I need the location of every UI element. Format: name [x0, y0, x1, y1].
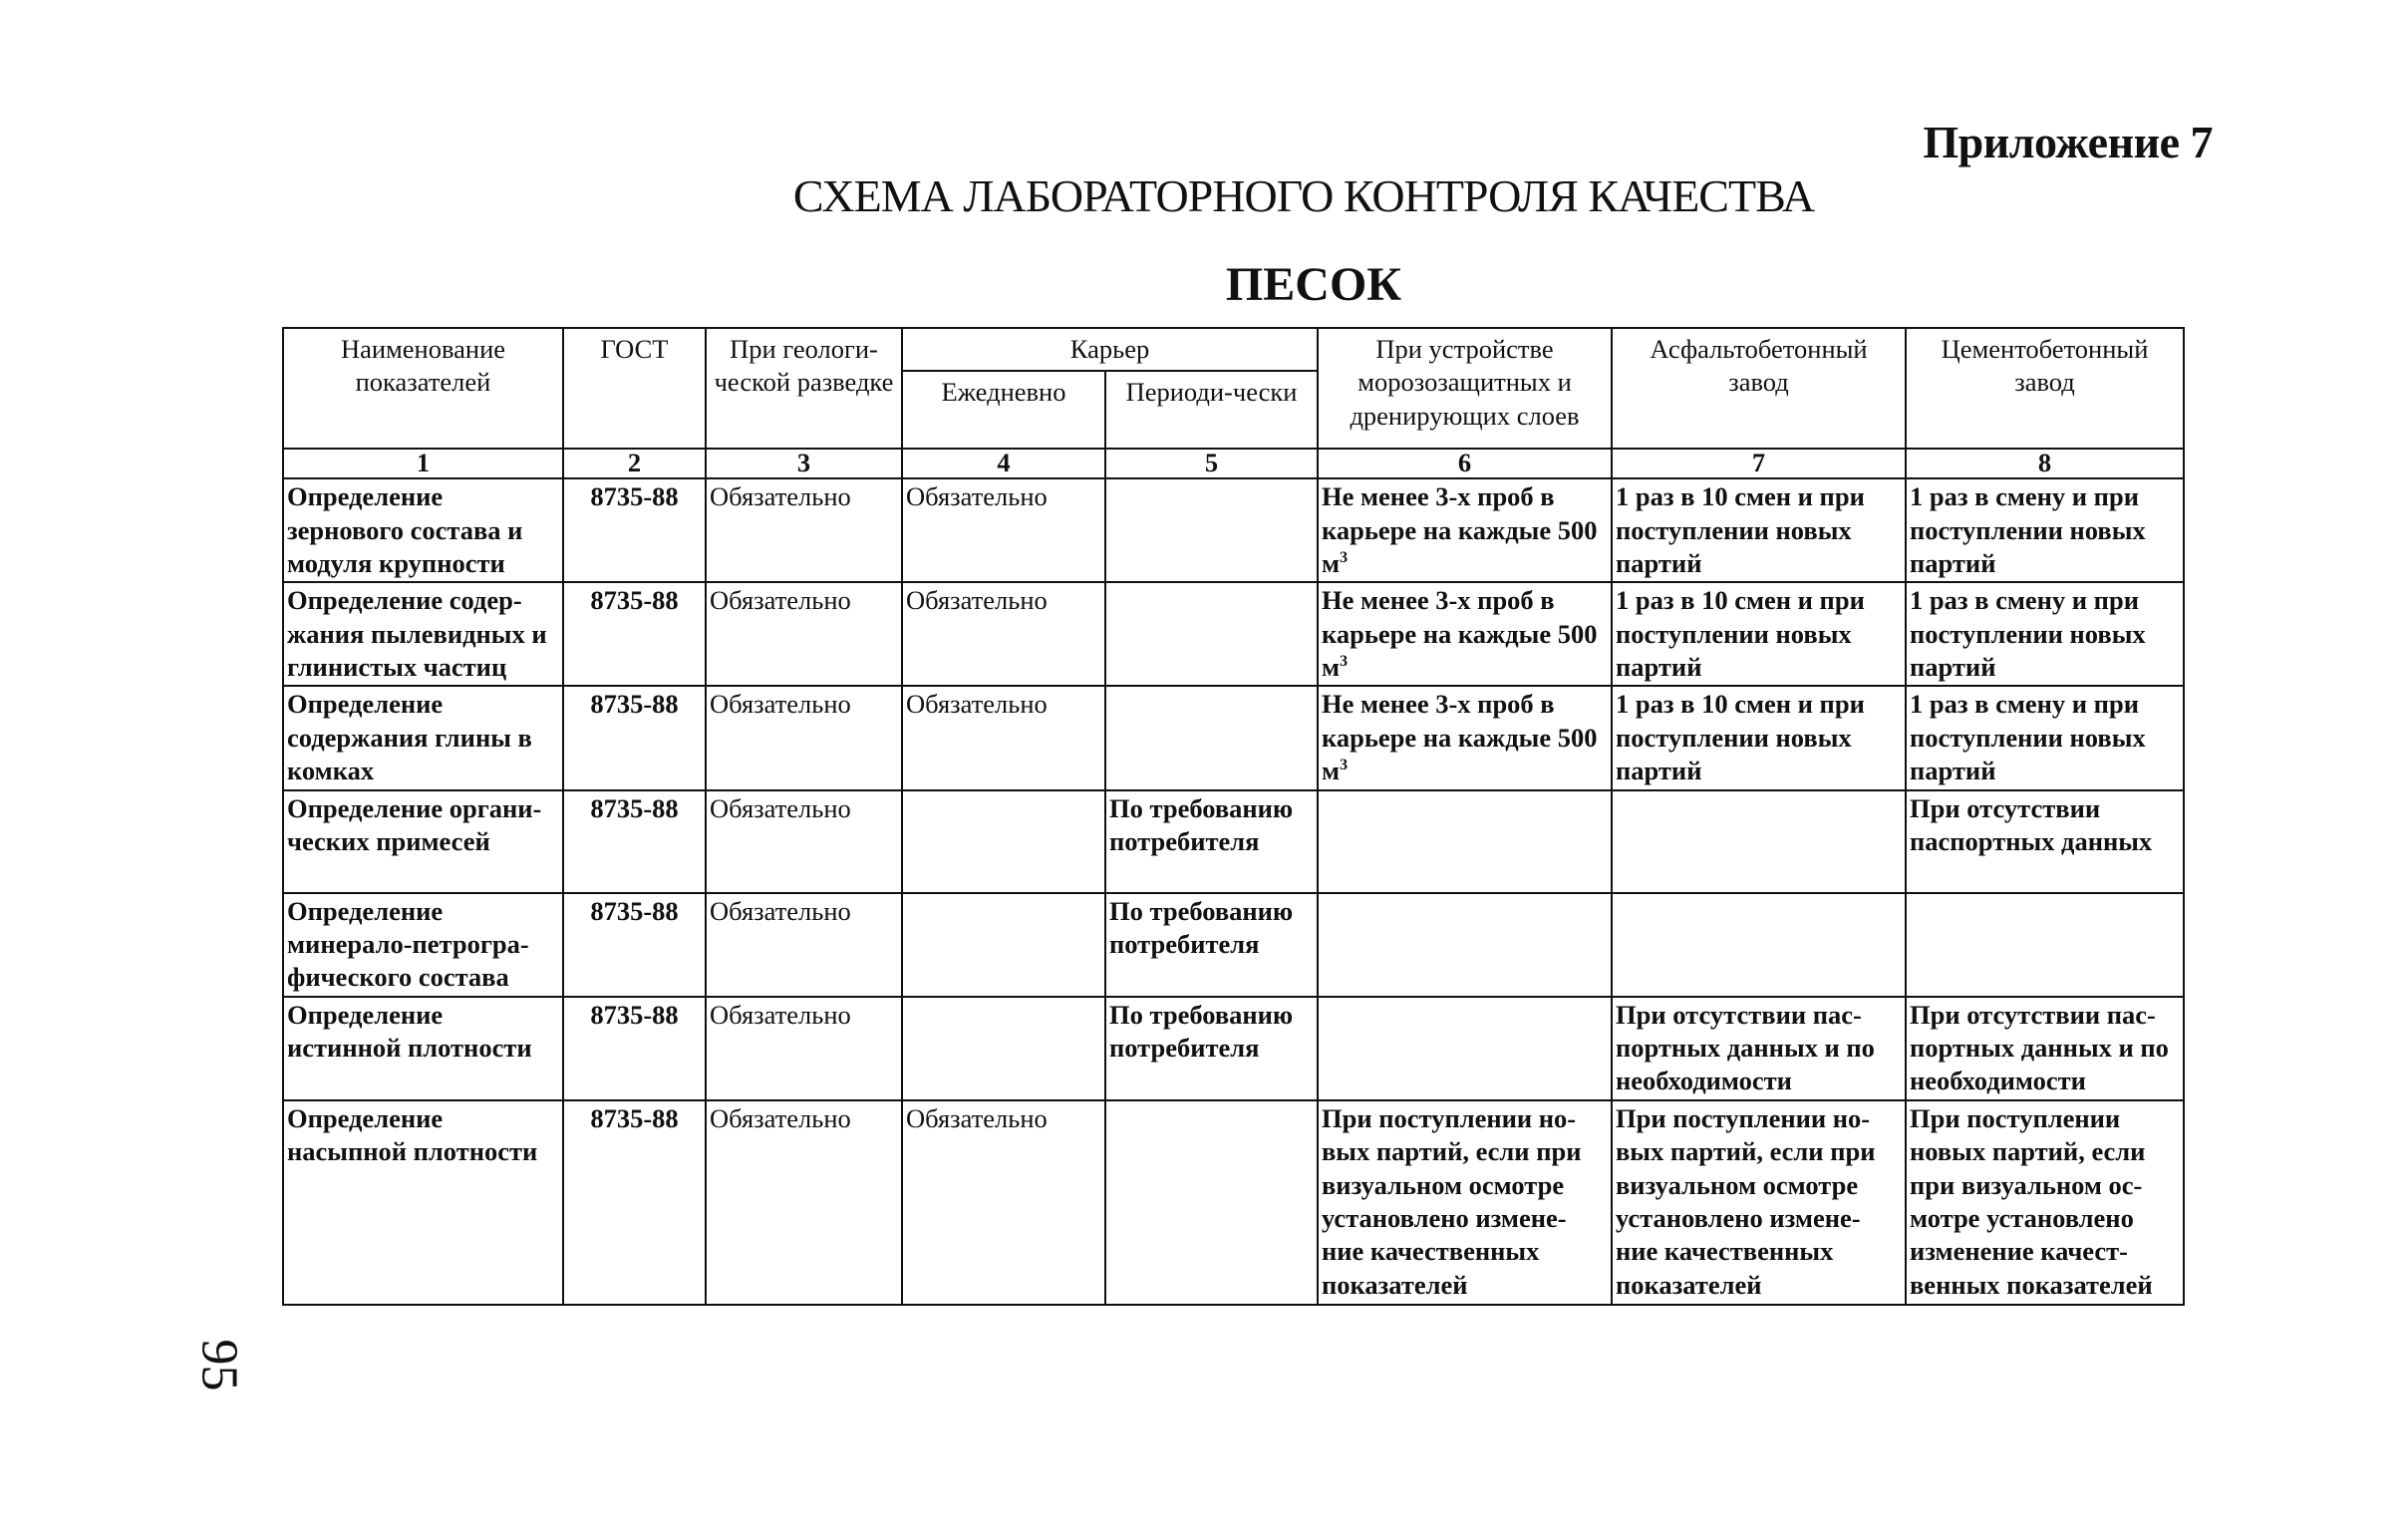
gost-code: 8735-88	[563, 686, 706, 789]
gost-code: 8735-88	[563, 997, 706, 1100]
asphalt-plant-cell	[1612, 790, 1906, 893]
periodic-cell: По требованию потребителя	[1105, 893, 1318, 997]
daily-cell: Обязательно	[902, 1100, 1105, 1305]
indicator-name: Определение насыпной плотности	[283, 1100, 563, 1305]
table-row	[283, 997, 2184, 1100]
periodic-cell	[1105, 1100, 1318, 1305]
cement-plant-cell: При поступлении новых партий, если при визуальном ос-мотре установлено изменение качест-венных показателей	[1906, 1100, 2184, 1305]
column-number: 7	[1612, 449, 1906, 478]
daily-cell	[902, 790, 1105, 893]
table-row	[283, 790, 2184, 893]
geological-cell: Обязательно	[706, 582, 902, 686]
periodic-cell	[1105, 686, 1318, 789]
quality-control-table	[282, 327, 2185, 1306]
geological-cell: Обязательно	[706, 686, 902, 789]
gost-code: 8735-88	[563, 478, 706, 582]
header-asphalt-plant: Асфальтобетонный завод	[1612, 328, 1906, 449]
periodic-cell: По требованию потребителя	[1105, 790, 1318, 893]
frost-layers-cell	[1318, 478, 1612, 582]
periodic-cell	[1105, 478, 1318, 582]
table-row	[283, 1100, 2184, 1305]
indicator-name: Определение зернового состава и модуля крупности	[283, 478, 563, 582]
periodic-cell: По требованию потребителя	[1105, 997, 1318, 1100]
header-periodic: Периоди-чески	[1105, 371, 1318, 449]
column-number: 6	[1318, 449, 1612, 478]
frost-layers-cell	[1318, 1100, 1612, 1305]
cement-plant-cell: 1 раз в смену и при поступлении новых партий	[1906, 582, 2184, 686]
cement-plant-cell: При отсутствии паспортных данных	[1906, 790, 2184, 893]
geological-cell: Обязательно	[706, 478, 902, 582]
page-number: 95	[190, 1339, 248, 1391]
asphalt-plant-cell: При поступлении но-вых партий, если при визуальном осмотре установлено измене-ние качественных показателей	[1612, 1100, 1906, 1305]
gost-code: 8735-88	[563, 1100, 706, 1305]
gost-code: 8735-88	[563, 582, 706, 686]
frost-layers-text: При поступлении но-вых партий, если при визуальном осмотре установлено измене-ние качественных показателей	[1322, 1102, 1582, 1300]
geological-cell: Обязательно	[706, 790, 902, 893]
column-number: 4	[902, 449, 1105, 478]
cement-plant-cell: При отсутствии пас-портных данных и по необходимости	[1906, 997, 2184, 1100]
column-number: 5	[1105, 449, 1318, 478]
table-row	[283, 893, 2184, 997]
table-row	[283, 478, 2184, 582]
indicator-name: Определение истинной плотности	[283, 997, 563, 1100]
geological-cell: Обязательно	[706, 997, 902, 1100]
indicator-name: Определение минерало-петрогра-фического состава	[283, 893, 563, 997]
superscript: 3	[1340, 757, 1349, 774]
cement-plant-cell: 1 раз в смену и при поступлении новых партий	[1906, 478, 2184, 582]
daily-cell	[902, 997, 1105, 1100]
column-number-row	[283, 449, 2184, 478]
daily-cell: Обязательно	[902, 478, 1105, 582]
cement-plant-cell: 1 раз в смену и при поступлении новых партий	[1906, 686, 2184, 789]
column-number: 3	[706, 449, 902, 478]
column-number: 1	[283, 449, 563, 478]
frost-layers-cell	[1318, 790, 1612, 893]
frost-layers-text: Не менее 3-х проб в карьере на каждые 500 м	[1322, 689, 1598, 786]
geological-cell: Обязательно	[706, 893, 902, 997]
asphalt-plant-cell: При отсутствии пас-портных данных и по необходимости	[1612, 997, 1906, 1100]
indicator-name: Определение содер-жания пылевидных и глинистых частиц	[283, 582, 563, 686]
frost-layers-text: Не менее 3-х проб в карьере на каждые 500 м	[1322, 481, 1598, 578]
column-number: 2	[563, 449, 706, 478]
asphalt-plant-cell: 1 раз в 10 смен и при поступлении новых партий	[1612, 582, 1906, 686]
gost-code: 8735-88	[563, 790, 706, 893]
frost-layers-cell	[1318, 686, 1612, 789]
asphalt-plant-cell: 1 раз в 10 смен и при поступлении новых партий	[1612, 478, 1906, 582]
indicator-name: Определение содержания глины в комках	[283, 686, 563, 789]
superscript: 3	[1340, 549, 1349, 567]
indicator-name: Определение органи-ческих примесей	[283, 790, 563, 893]
asphalt-plant-cell: 1 раз в 10 смен и при поступлении новых партий	[1612, 686, 1906, 789]
header-daily: Ежедневно	[902, 371, 1105, 449]
geological-cell: Обязательно	[706, 1100, 902, 1305]
header-gost: ГОСТ	[563, 328, 706, 449]
frost-layers-cell	[1318, 582, 1612, 686]
asphalt-plant-cell	[1612, 893, 1906, 997]
table-row	[283, 582, 2184, 686]
header-geological: При геологи-ческой разведке	[706, 328, 902, 449]
header-frost-layers: При устройстве морозозащитных и дренирующих слоев	[1318, 328, 1612, 449]
header-cement-plant: Цементобетонный завод	[1906, 328, 2184, 449]
header-quarry: Карьер	[902, 328, 1318, 371]
frost-layers-cell	[1318, 893, 1612, 997]
daily-cell: Обязательно	[902, 686, 1105, 789]
gost-code: 8735-88	[563, 893, 706, 997]
header-indicator-name: Наименование показателей	[283, 328, 563, 449]
superscript: 3	[1340, 653, 1349, 671]
page-title: СХЕМА ЛАБОРАТОРНОГО КОНТРОЛЯ КАЧЕСТВА	[792, 170, 1815, 221]
frost-layers-cell	[1318, 997, 1612, 1100]
cement-plant-cell	[1906, 893, 2184, 997]
table-row	[283, 686, 2184, 789]
daily-cell	[902, 893, 1105, 997]
frost-layers-text: Не менее 3-х проб в карьере на каждые 500 м	[1322, 585, 1598, 683]
column-number: 8	[1906, 449, 2184, 478]
daily-cell: Обязательно	[902, 582, 1105, 686]
appendix-label: Приложение 7	[1923, 117, 2213, 167]
section-title: ПЕСОК	[1225, 258, 1402, 311]
periodic-cell	[1105, 582, 1318, 686]
